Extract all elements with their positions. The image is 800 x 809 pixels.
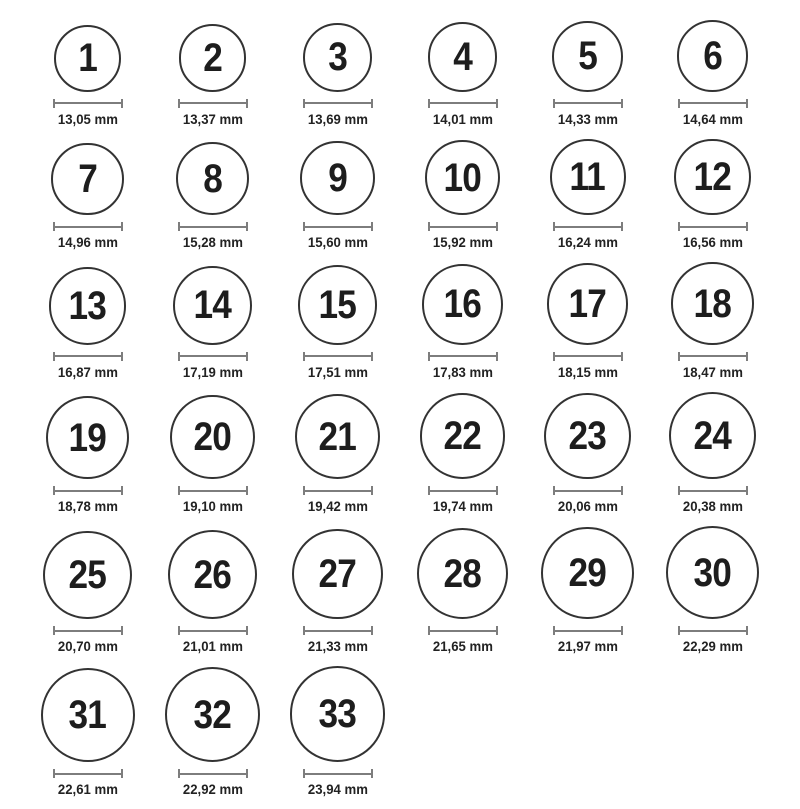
ring-size-item — [525, 263, 650, 380]
diameter-label: 21,33 mm — [307, 638, 368, 655]
size-circle — [420, 393, 506, 479]
ring-size-item — [650, 262, 775, 380]
size-number: 20 — [193, 415, 232, 460]
diameter-label: 21,01 mm — [182, 638, 243, 655]
diameter-label: 20,06 mm — [557, 498, 618, 515]
diameter-measure-line — [303, 486, 373, 495]
ring-size-item — [275, 265, 400, 381]
ring-size-item — [650, 139, 775, 252]
ring-size-item — [400, 140, 525, 251]
size-circle — [51, 143, 123, 215]
ring-size-item — [275, 394, 400, 515]
diameter-label: 14,96 mm — [57, 234, 118, 251]
ring-size-item — [150, 266, 275, 381]
size-circle — [292, 529, 382, 619]
size-number: 7 — [78, 157, 97, 202]
diameter-label: 13,37 mm — [182, 110, 243, 127]
diameter-measure-line — [553, 352, 623, 361]
size-number: 25 — [68, 553, 107, 598]
diameter-label: 16,56 mm — [682, 234, 743, 251]
ring-size-item — [275, 666, 400, 798]
ring-size-item — [25, 143, 150, 251]
diameter-label: 22,61 mm — [57, 781, 118, 798]
size-circle — [170, 395, 254, 479]
ring-size-item — [275, 529, 400, 655]
diameter-label: 15,92 mm — [432, 234, 493, 251]
diameter-label: 17,83 mm — [432, 363, 493, 380]
ring-size-item — [25, 25, 150, 128]
size-number: 33 — [318, 692, 357, 737]
diameter-measure-line — [178, 486, 248, 495]
size-number: 29 — [568, 551, 607, 596]
diameter-label: 19,42 mm — [307, 498, 368, 515]
diameter-measure-line — [428, 486, 498, 495]
size-circle — [677, 20, 749, 92]
ring-size-item — [525, 393, 650, 516]
diameter-measure-line — [53, 486, 123, 495]
size-circle — [671, 262, 753, 344]
size-number: 1 — [78, 36, 97, 80]
size-number: 9 — [328, 156, 347, 201]
diameter-label: 16,87 mm — [57, 363, 118, 380]
diameter-label: 17,19 mm — [182, 363, 243, 380]
size-number: 13 — [68, 283, 107, 328]
diameter-measure-line — [178, 352, 248, 361]
ring-size-item — [150, 530, 275, 656]
ring-size-item — [25, 531, 150, 656]
ring-size-item — [275, 141, 400, 251]
diameter-measure-line — [678, 352, 748, 361]
diameter-measure-line — [678, 99, 748, 108]
size-number: 4 — [453, 34, 472, 79]
size-number: 31 — [68, 693, 107, 738]
size-number: 17 — [568, 281, 607, 326]
size-circle — [290, 666, 386, 762]
size-number: 18 — [693, 281, 732, 326]
diameter-measure-line — [178, 769, 248, 778]
diameter-label: 14,01 mm — [432, 110, 493, 127]
diameter-label: 19,10 mm — [182, 498, 243, 515]
size-circle — [165, 667, 260, 762]
diameter-measure-line — [303, 769, 373, 778]
size-number: 28 — [443, 551, 482, 596]
diameter-label: 23,94 mm — [307, 781, 368, 798]
size-number: 23 — [568, 413, 607, 458]
ring-size-item — [275, 23, 400, 128]
size-circle — [41, 668, 135, 762]
size-circle — [179, 24, 247, 92]
size-circle — [300, 141, 374, 215]
ring-size-item — [150, 142, 275, 251]
size-circle — [43, 531, 132, 620]
size-circle — [425, 140, 500, 215]
size-number: 21 — [318, 414, 357, 459]
size-circle — [550, 139, 626, 215]
ring-size-item — [400, 393, 525, 515]
diameter-measure-line — [553, 486, 623, 495]
ring-size-item — [525, 21, 650, 128]
diameter-label: 13,69 mm — [307, 110, 368, 127]
size-circle — [417, 528, 508, 619]
diameter-measure-line — [678, 222, 748, 231]
ring-size-item — [25, 396, 150, 515]
diameter-measure-line — [178, 222, 248, 231]
ring-size-item — [400, 22, 525, 128]
ring-size-item — [400, 264, 525, 381]
size-circle — [295, 394, 380, 479]
diameter-measure-line — [53, 769, 123, 778]
size-circle — [674, 139, 751, 216]
ring-size-item — [525, 139, 650, 251]
size-number: 10 — [443, 155, 482, 200]
size-circle — [428, 22, 498, 92]
size-circle — [49, 267, 127, 345]
size-circle — [547, 263, 628, 344]
ring-size-item — [150, 395, 275, 515]
diameter-measure-line — [428, 222, 498, 231]
diameter-label: 15,28 mm — [182, 234, 243, 251]
ring-size-item — [400, 528, 525, 655]
diameter-measure-line — [303, 99, 373, 108]
size-circle — [669, 392, 757, 480]
diameter-measure-line — [678, 626, 748, 635]
size-circle — [54, 25, 121, 92]
ring-size-chart — [25, 0, 775, 798]
diameter-label: 20,70 mm — [57, 638, 118, 655]
ring-size-item — [650, 20, 775, 128]
size-circle — [544, 393, 631, 480]
size-circle — [303, 23, 372, 92]
size-row — [25, 526, 775, 655]
diameter-measure-line — [53, 99, 123, 108]
diameter-measure-line — [303, 352, 373, 361]
size-number: 3 — [328, 35, 347, 80]
size-row — [25, 20, 775, 128]
diameter-measure-line — [53, 222, 123, 231]
diameter-measure-line — [178, 99, 248, 108]
diameter-measure-line — [303, 626, 373, 635]
size-row — [25, 666, 775, 798]
diameter-label: 21,65 mm — [432, 638, 493, 655]
diameter-label: 19,74 mm — [432, 498, 493, 515]
diameter-measure-line — [303, 222, 373, 231]
size-circle — [552, 21, 623, 92]
size-number: 15 — [318, 282, 357, 327]
size-number: 26 — [193, 552, 232, 597]
diameter-label: 17,51 mm — [307, 363, 368, 380]
size-circle — [422, 264, 503, 345]
ring-size-item — [650, 526, 775, 655]
size-number: 5 — [578, 34, 597, 79]
size-number: 27 — [318, 552, 357, 597]
size-circle — [541, 527, 633, 619]
ring-size-item — [650, 392, 775, 516]
ring-size-item — [25, 668, 150, 798]
size-circle — [168, 530, 258, 620]
size-number: 30 — [693, 550, 732, 595]
size-number: 32 — [193, 692, 232, 737]
diameter-measure-line — [428, 99, 498, 108]
diameter-label: 18,15 mm — [557, 363, 618, 380]
size-number: 2 — [203, 35, 222, 80]
size-circle — [46, 396, 129, 479]
diameter-measure-line — [428, 626, 498, 635]
size-number: 11 — [569, 155, 606, 200]
diameter-label: 14,64 mm — [682, 110, 743, 127]
size-number: 14 — [193, 283, 232, 328]
diameter-label: 18,78 mm — [57, 498, 118, 515]
ring-size-item — [25, 267, 150, 381]
diameter-measure-line — [178, 626, 248, 635]
size-circle — [173, 266, 252, 345]
size-circle — [298, 265, 378, 345]
diameter-label: 13,05 mm — [57, 110, 118, 127]
size-number: 22 — [443, 414, 482, 459]
size-number: 8 — [203, 156, 222, 201]
size-row — [25, 139, 775, 252]
diameter-label: 16,24 mm — [557, 234, 618, 251]
size-circle — [666, 526, 759, 619]
diameter-label: 22,92 mm — [182, 781, 243, 798]
diameter-measure-line — [53, 352, 123, 361]
diameter-label: 14,33 mm — [557, 110, 618, 127]
diameter-label: 18,47 mm — [682, 363, 743, 380]
diameter-label: 20,38 mm — [682, 498, 743, 515]
size-circle — [176, 142, 249, 215]
diameter-measure-line — [678, 486, 748, 495]
diameter-label: 21,97 mm — [557, 638, 618, 655]
ring-size-item — [150, 24, 275, 128]
size-number: 24 — [693, 413, 732, 458]
size-number: 16 — [443, 282, 482, 327]
diameter-measure-line — [428, 352, 498, 361]
diameter-measure-line — [553, 99, 623, 108]
diameter-measure-line — [53, 626, 123, 635]
diameter-label: 22,29 mm — [682, 638, 743, 655]
ring-size-item — [525, 527, 650, 655]
diameter-measure-line — [553, 626, 623, 635]
size-number: 19 — [68, 415, 107, 460]
ring-size-item — [150, 667, 275, 798]
size-number: 12 — [693, 154, 732, 199]
diameter-measure-line — [553, 222, 623, 231]
size-row — [25, 392, 775, 516]
diameter-label: 15,60 mm — [307, 234, 368, 251]
size-row — [25, 262, 775, 380]
size-number: 6 — [703, 33, 722, 78]
